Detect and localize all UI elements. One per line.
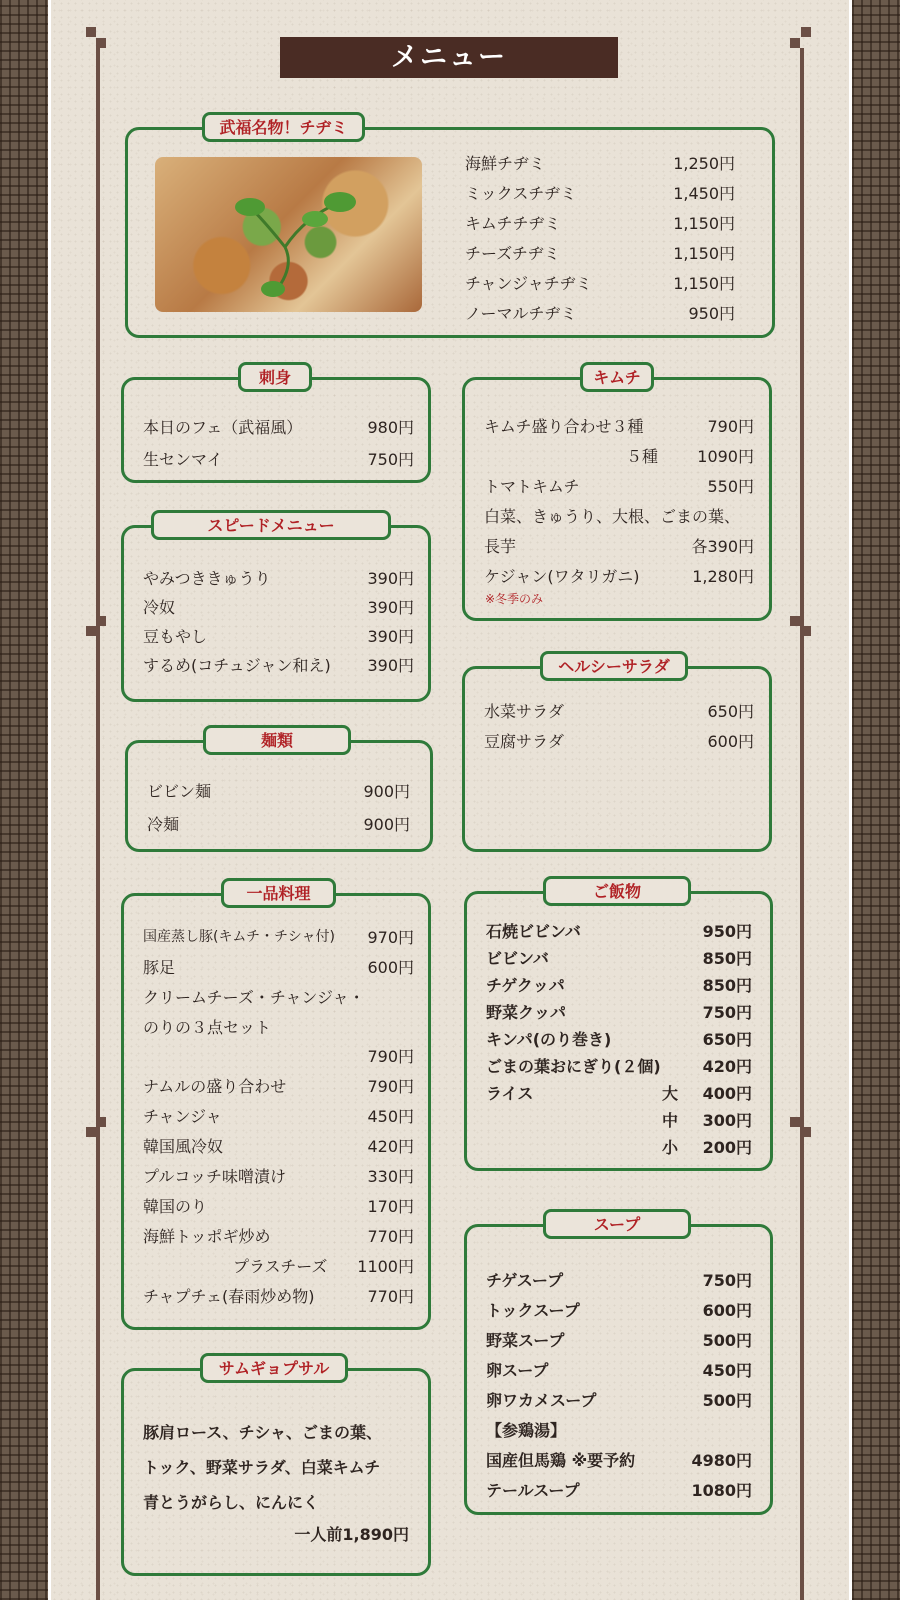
page-title: メニュー: [280, 37, 618, 78]
rail-ornament: [86, 1127, 96, 1137]
rail-ornament: [96, 616, 106, 626]
rail-ornament: [86, 626, 96, 636]
rail-ornament: [801, 1127, 811, 1137]
rail-ornament: [790, 1117, 800, 1127]
samgyeopsal-label: サムギョプサル: [200, 1353, 348, 1383]
right-pattern-border: [852, 0, 900, 1600]
salad-label: ヘルシーサラダ: [540, 651, 688, 681]
parsley-garnish-icon: [155, 157, 422, 312]
sashimi-label: 刺身: [238, 362, 312, 392]
soup-label: スープ: [543, 1209, 691, 1239]
rail-ornament: [86, 27, 96, 37]
left-pattern-border: [0, 0, 48, 1600]
rail-ornament: [96, 1117, 106, 1127]
speed-menu-label: スピードメニュー: [151, 510, 391, 540]
left-rail: [96, 48, 100, 1600]
right-rail: [800, 48, 804, 1600]
rail-ornament: [790, 616, 800, 626]
noodles-label: 麺類: [203, 725, 351, 755]
gohan-label: ご飯物: [543, 876, 691, 906]
rail-ornament: [96, 38, 106, 48]
rail-ornament: [801, 626, 811, 636]
chijimi-label: 武福名物！チヂミ: [202, 112, 365, 142]
ippin-label: 一品料理: [221, 878, 336, 908]
seasonal-note: ※冬季のみ: [485, 592, 544, 606]
chijimi-photo: [155, 157, 422, 312]
rail-ornament: [801, 27, 811, 37]
salad-section: [462, 666, 772, 852]
kimchi-label: キムチ: [580, 362, 654, 392]
rail-ornament: [790, 38, 800, 48]
